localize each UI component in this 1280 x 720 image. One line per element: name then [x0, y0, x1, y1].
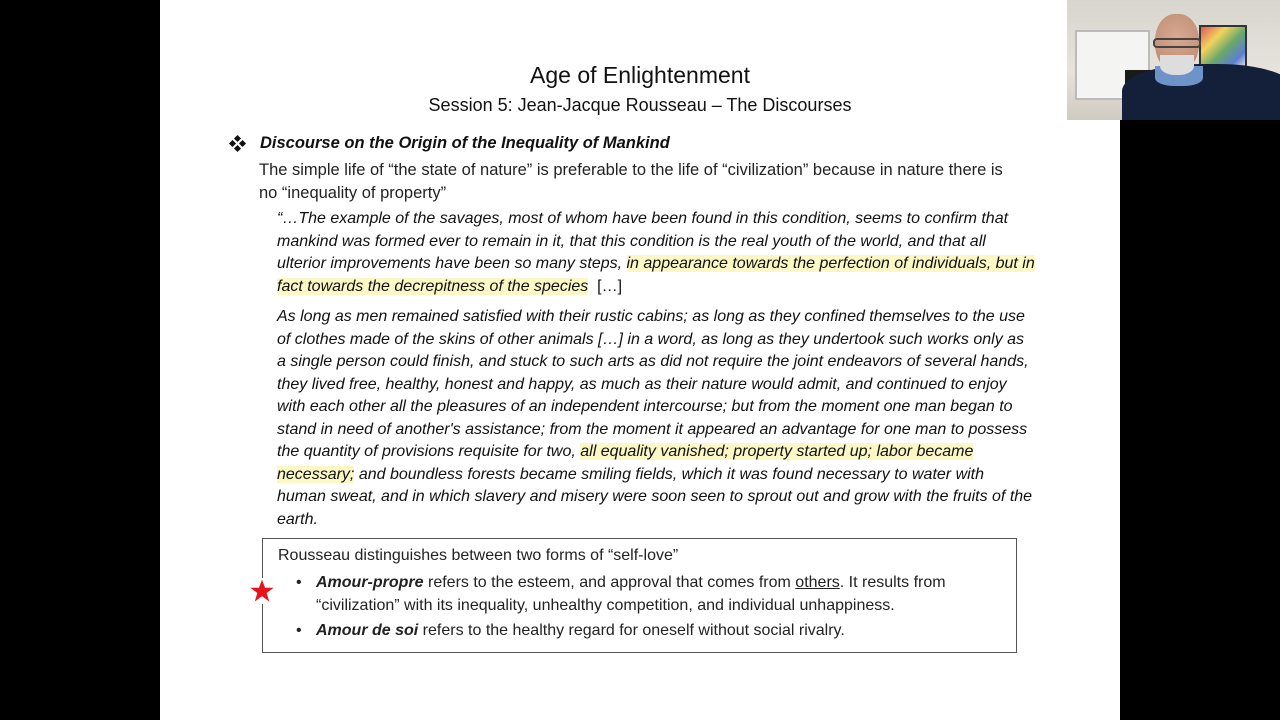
section-heading-text: Discourse on the Origin of the Inequality of Mankind: [260, 134, 670, 152]
quote1-ellipsis: […]: [588, 277, 623, 295]
webcam-video-feed: [1067, 0, 1280, 120]
quote2-highlight: all equality vanished; property started up; labor became necessary;: [277, 443, 974, 483]
quote2-text: As long as men remained satisfied with their rustic cabins; as long as they confined themselves to the use of clothes made of the skins of other animals […] in a word, as long as they undertook such works only as a single person could finish, and stuck to such arts as did not require the joint endeavors of several hands, they lived free, healthy, honest and happy, as much as their nature would admit, and continued to enjoy with each other all the pleasures of an independent intercourse; but from the moment one man began to stand in need of another's assistance; from the moment it appeared an advantage for one man to possess the quantity of provisions requisite for two,: [277, 308, 1029, 460]
quote-paragraph-2: [277, 306, 1037, 531]
item-desc: refers to the esteem, and approval that comes from: [423, 574, 796, 591]
self-love-box: [262, 538, 1017, 653]
webcam-person-glasses: [1153, 38, 1201, 48]
quote-paragraph-1: [277, 208, 1037, 298]
list-item-amour-propre: [296, 571, 1006, 617]
diamond-bullet-icon: [230, 136, 246, 152]
quote2-text-end: and boundless forests became smiling fields, which it was found necessary to water with human sweat, and in which slavery and misery were soon seen to sprout out and grow with the fruits of the earth.: [277, 465, 1033, 528]
quote1-text: “…The example of the savages, most of whom have been found in this condition, seems to confirm that mankind was formed ever to remain in it, that this condition is the real youth of the world, and that all ulterior improvements have been so many steps,: [277, 210, 1009, 272]
box-lead: Rousseau distinguishes between two forms of “self-love”: [278, 547, 679, 564]
item-desc: refers to the healthy regard for oneself without social rivalry.: [418, 622, 845, 639]
item-desc-end: . It results from “civilization” with its inequality, unhealthy competition, and individual unhappiness.: [316, 574, 946, 614]
bullet-icon: •: [296, 622, 302, 639]
slide-title: Age of Enlightenment: [530, 62, 750, 88]
webcam-person-beard: [1160, 55, 1194, 75]
section-heading: [230, 134, 670, 153]
slide-subtitle: Session 5: Jean-Jacque Rousseau – The Discourses: [428, 95, 852, 115]
list-item-amour-de-soi: [296, 619, 1006, 642]
letterbox-left: [0, 0, 160, 720]
quote1-highlight: in appearance towards the perfection of individuals, but in fact towards the decrepitness of the species: [277, 255, 1035, 295]
star-icon: [249, 578, 275, 604]
item-text: [316, 619, 845, 642]
underlined-word: others: [795, 574, 840, 591]
term-amour-de-soi: Amour de soi: [316, 622, 419, 639]
bullet-icon: •: [296, 574, 302, 591]
term-amour-propre: Amour-propre: [316, 574, 424, 591]
intro-paragraph: The simple life of “the state of nature” is preferable to the life of “civilization” because in nature there is no “inequality of property”: [259, 161, 1003, 202]
item-text: [316, 571, 1006, 617]
